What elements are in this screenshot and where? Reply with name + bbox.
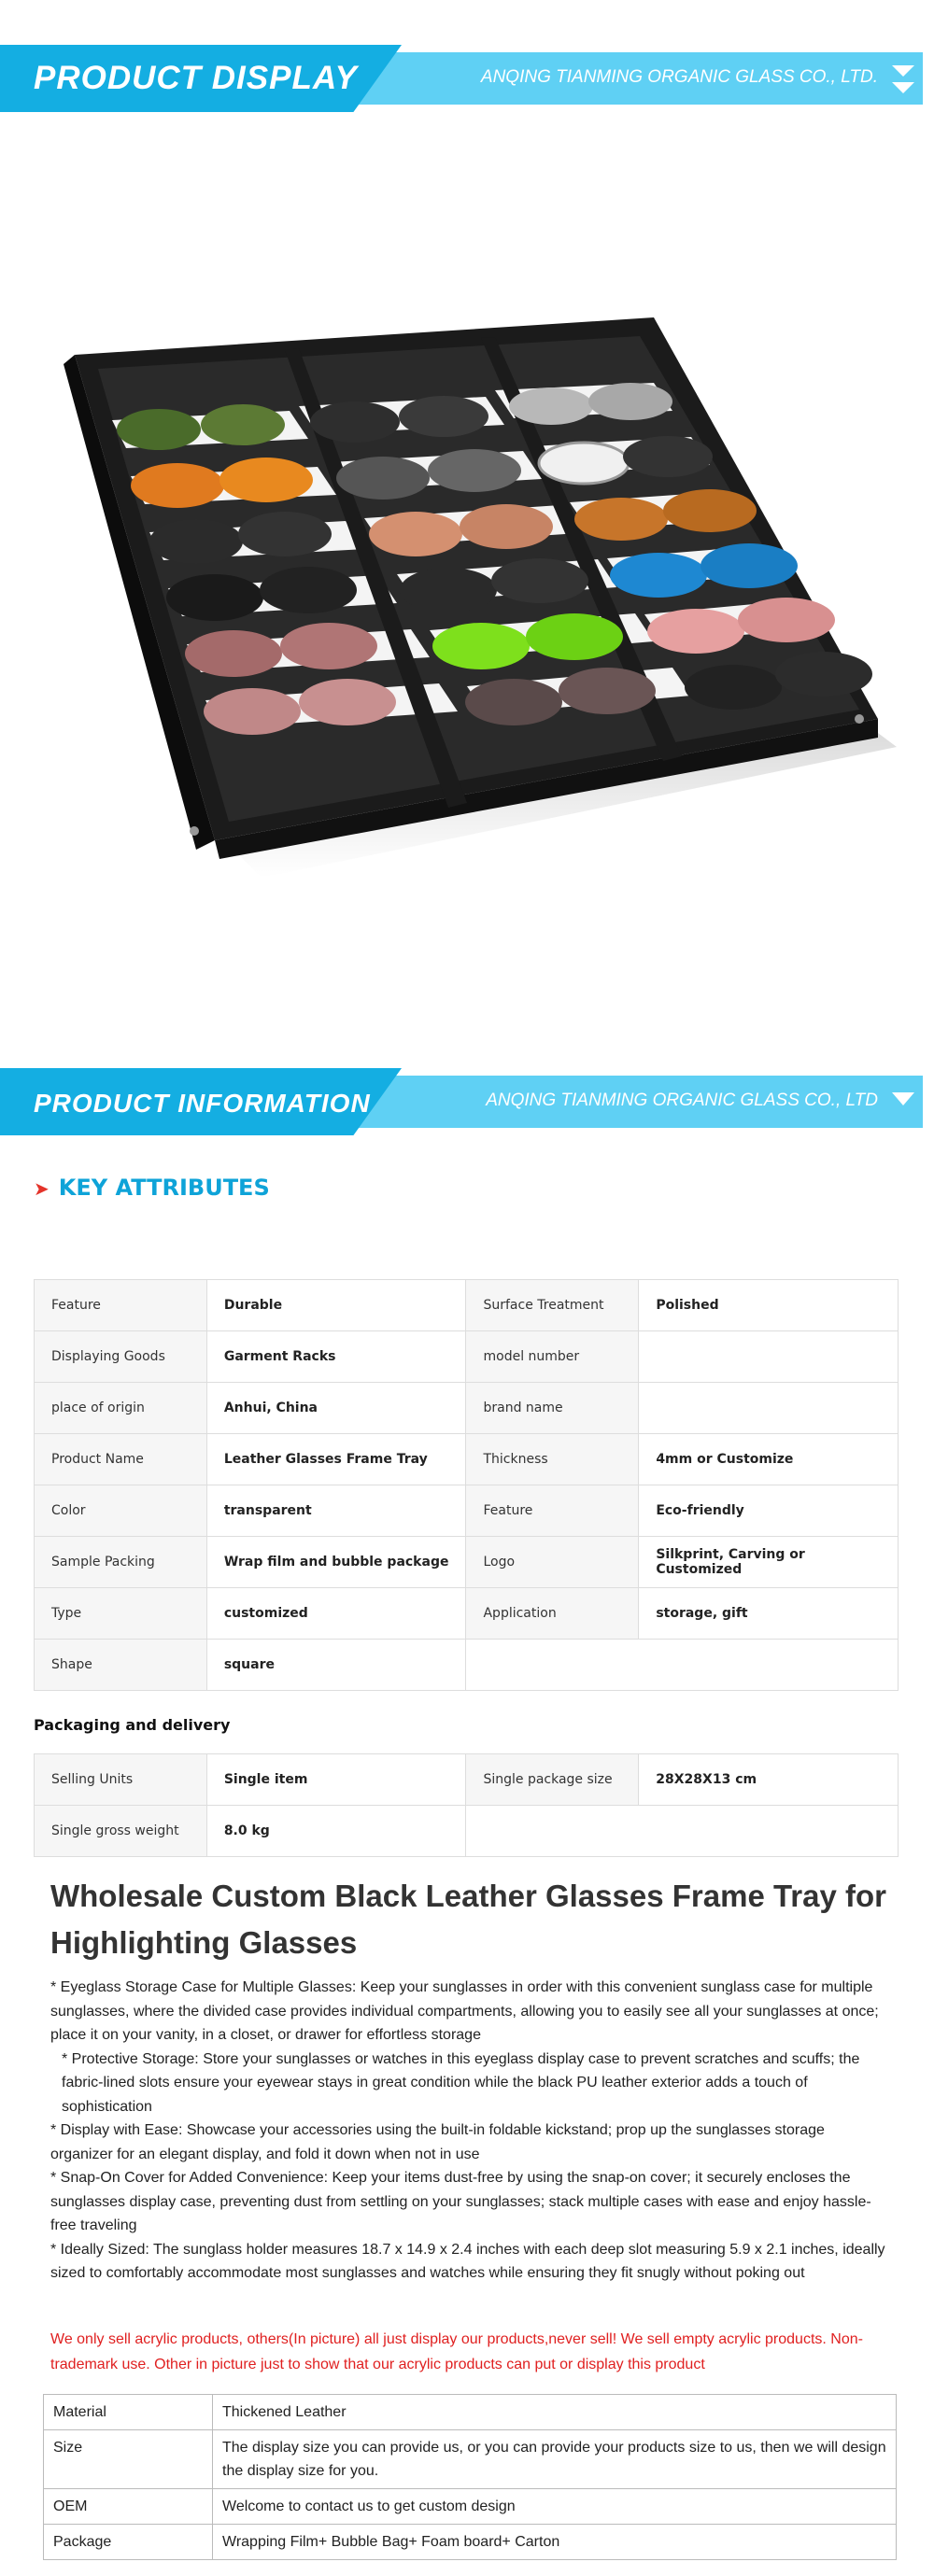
table-row [35,1754,899,1806]
attribute-key: Thickness [466,1434,639,1485]
attribute-value [639,1640,899,1691]
attribute-value [639,1806,899,1857]
arrow-right-icon: ➤ [34,1177,50,1200]
attribute-key: Product Name [35,1434,207,1485]
table-row [35,1588,899,1640]
table-row [35,1434,899,1485]
key-attributes-heading [34,1175,270,1201]
attribute-value: 28X28X13 cm [639,1754,899,1806]
attribute-key: Logo [466,1537,639,1588]
spec-key: OEM [44,2489,213,2525]
spec-value: Wrapping Film+ Bubble Bag+ Foam board+ Carton [213,2525,897,2560]
feature-bullets [50,1976,891,2286]
product-display-banner [0,45,934,112]
attribute-key: Sample Packing [35,1537,207,1588]
attribute-value: square [206,1640,466,1691]
table-row [35,1485,899,1537]
attribute-key: Shape [35,1640,207,1691]
product-information-banner [0,1068,934,1135]
spec-key: Material [44,2395,213,2430]
attribute-key [466,1806,639,1857]
notice-text: We only sell acrylic products, others(In picture) all just display our products,never sell! We sell empty acrylic products. Non-trademark use. Other in picture just to show that our acrylic products can put or display this product [50,2331,863,2372]
table-row [44,2395,897,2430]
attribute-key: place of origin [35,1383,207,1434]
attribute-key: Feature [35,1280,207,1331]
attribute-key: Type [35,1588,207,1640]
attribute-key: Color [35,1485,207,1537]
spec-value: The display size you can provide us, or you can provide your products size to us, then we will design the display size for you. [213,2430,897,2489]
product-title: Wholesale Custom Black Leather Glasses Frame Tray for Highlighting Glasses [50,1879,887,1960]
packaging-heading: Packaging and delivery [34,1716,231,1734]
banner-title: PRODUCT DISPLAY [34,60,358,96]
chevron-down-icon [889,1085,917,1122]
banner-company: ANQING TIANMING ORGANIC GLASS CO., LTD [486,1091,878,1110]
bullet-item: * Ideally Sized: The sunglass holder measures 18.7 x 14.9 x 2.4 inches with each deep slot measuring 5.9 x 2.1 inches, ideally sized to comfortably accommodate most sunglasses and watches while ensuring they fit snugly without poking out [50,2241,885,2281]
key-attributes-title: KEY ATTRIBUTES [58,1175,270,1201]
attribute-value: Anhui, China [206,1383,466,1434]
attribute-value: Garment Racks [206,1331,466,1383]
banner-company: ANQING TIANMING ORGANIC GLASS CO., LTD. [480,67,878,87]
packaging-table [34,1753,899,1857]
table-row [44,2430,897,2489]
spec-value: Thickened Leather [213,2395,897,2430]
spec-key: Size [44,2430,213,2489]
attribute-value: Eco-friendly [639,1485,899,1537]
attribute-value [639,1383,899,1434]
spec-value: Welcome to contact us to get custom design [213,2489,897,2525]
table-row [35,1280,899,1331]
attribute-value: storage, gift [639,1588,899,1640]
attribute-value: customized [206,1588,466,1640]
bullet-item: * Protective Storage: Store your sunglasses or watches in this eyeglass display case to prevent scratches and scuffs; the fabric-lined slots ensure your eyewear stays in great condition while the black PU leather exterior adds a touch of sophistication [62,2050,860,2115]
key-attributes-table [34,1279,899,1691]
attribute-value: 4mm or Customize [639,1434,899,1485]
spec-table [43,2394,897,2560]
banner-title: PRODUCT INFORMATION [34,1089,371,1118]
attribute-key: Displaying Goods [35,1331,207,1383]
table-row [35,1806,899,1857]
spec-key: Package [44,2525,213,2560]
attribute-key: Feature [466,1485,639,1537]
attribute-value: Single item [206,1754,466,1806]
attribute-key [466,1640,639,1691]
bullet-item: * Display with Ease: Showcase your accessories using the built-in foldable kickstand; prop up the sunglasses storage organizer for an elegant display, and fold it down when not in use [50,2122,825,2162]
table-row [35,1537,899,1588]
attribute-value: Leather Glasses Frame Tray [206,1434,466,1485]
attribute-key: brand name [466,1383,639,1434]
table-row [35,1383,899,1434]
attribute-key: model number [466,1331,639,1383]
attribute-key: Selling Units [35,1754,207,1806]
double-chevron-down-icon [889,62,917,99]
attribute-value [639,1331,899,1383]
attribute-key: Surface Treatment [466,1280,639,1331]
attribute-key: Single package size [466,1754,639,1806]
attribute-key: Application [466,1588,639,1640]
attribute-value: 8.0 kg [206,1806,466,1857]
attribute-value: Durable [206,1280,466,1331]
attribute-value: transparent [206,1485,466,1537]
attribute-value: Silkprint, Carving or Customized [639,1537,899,1588]
attribute-value: Polished [639,1280,899,1331]
table-row [44,2525,897,2560]
attribute-key: Single gross weight [35,1806,207,1857]
attribute-value: Wrap film and bubble package [206,1537,466,1588]
bullet-item: * Eyeglass Storage Case for Multiple Glasses: Keep your sunglasses in order with this convenient sunglass case for multiple sunglasses, where the divided case provides individual compartments, allowing you to easily see all your sunglasses at once; place it on your vanity, in a closet, or drawer for effortless storage [50,1979,879,2043]
table-row [35,1331,899,1383]
table-row [44,2489,897,2525]
table-row [35,1640,899,1691]
sunglasses-tray-image [56,280,897,915]
bullet-item: * Snap-On Cover for Added Convenience: Keep your items dust-free by using the snap-on cover; it securely encloses the sunglasses display case, preventing dust from settling on your sunglasses; stack multiple cases with ease and enjoy hassle-free traveling [50,2170,871,2233]
